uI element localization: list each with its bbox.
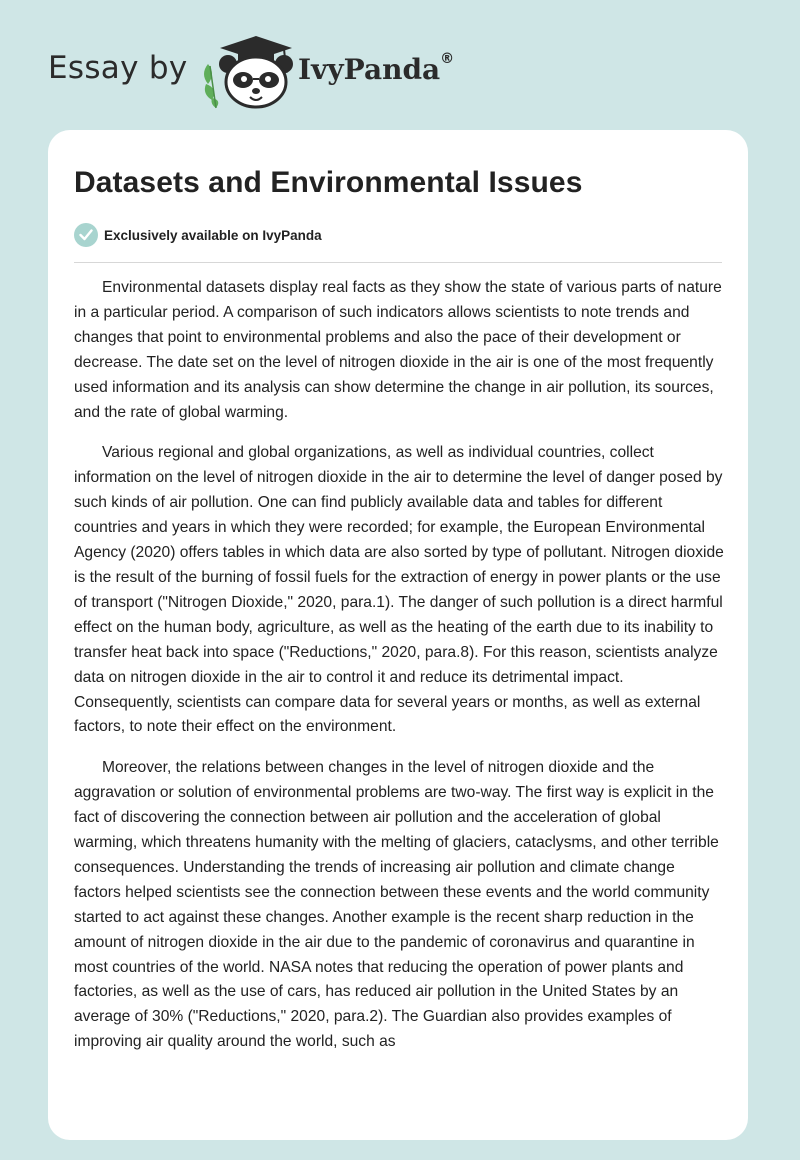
title-divider (74, 262, 722, 263)
essay-paragraph: Various regional and global organizations, as well as individual countries, collect information on the level of nitrogen dioxide in the air to determine the level of danger posed by such kinds of air pollution. One can find publicly available data and tables for different countries and years in which they were recorded; for example, the European Environmental Agency (2020) offers tables in which data are also sorted by type of pollutant. Nitrogen dioxide is the result of the burning of fossil fuels for the extraction of energy in power plants or the use of transport ("Nitrogen Dioxide," 2020, para.1). The danger of such pollution is a direct harmful effect on the human body, agriculture, as well as the heating of the earth due to its inability to transfer heat back into space ("Reductions," 2020, para.8). For this reason, scientists analyze data on nitrogen dioxide in the air to control it and reduce its detrimental impact. Consequently, scientists can compare data for several years or months, as well as external factors, to note their effect on the environment. (74, 444, 724, 736)
essay-by-label: Essay by (48, 50, 188, 86)
essay-body (74, 276, 724, 1071)
brand-name: IvyPanda (298, 53, 441, 86)
essay-title: Datasets and Environmental Issues (74, 166, 583, 199)
essay-paragraph: Environmental datasets display real facts as they show the state of various parts of nature in a particular period. A comparison of such indicators allows scientists to note trends and changes that point to environmental problems and also the pace of their development or decrease. The date set on the level of nitrogen dioxide in the air is one of the most frequently used information and its analysis can show determine the change in air pollution, its sources, and the rate of global warming. (74, 279, 722, 421)
exclusive-badge-label: Exclusively available on IvyPanda (104, 227, 322, 243)
site-header (46, 30, 506, 110)
essay-card (48, 130, 748, 1140)
ivypanda-panda-logo-icon (198, 34, 294, 110)
registered-mark: ® (440, 50, 455, 67)
ivypanda-brand[interactable] (298, 50, 455, 86)
checkmark-icon (74, 223, 98, 247)
exclusive-badge (74, 222, 322, 248)
essay-paragraph: Moreover, the relations between changes in the level of nitrogen dioxide and the aggravation or solution of environmental problems are two-way. The first way is explicit in the fact of discovering the connection between air pollution and the acceleration of global warming, which threatens humanity with the melting of glaciers, cataclysms, and other terrible consequences. Understanding the trends of increasing air pollution and climate change factors helped scientists see the connection between these events and the world community started to act against these changes. Another example is the recent sharp reduction in the amount of nitrogen dioxide in the air due to the pandemic of coronavirus and quarantine in most countries of the world. NASA notes that reducing the operation of power plants and factories, as well as the use of cars, has reduced air pollution in the United States by an average of 30% ("Reductions," 2020, para.2). The Guardian also provides examples of improving air quality around the world, such as (74, 759, 719, 1051)
